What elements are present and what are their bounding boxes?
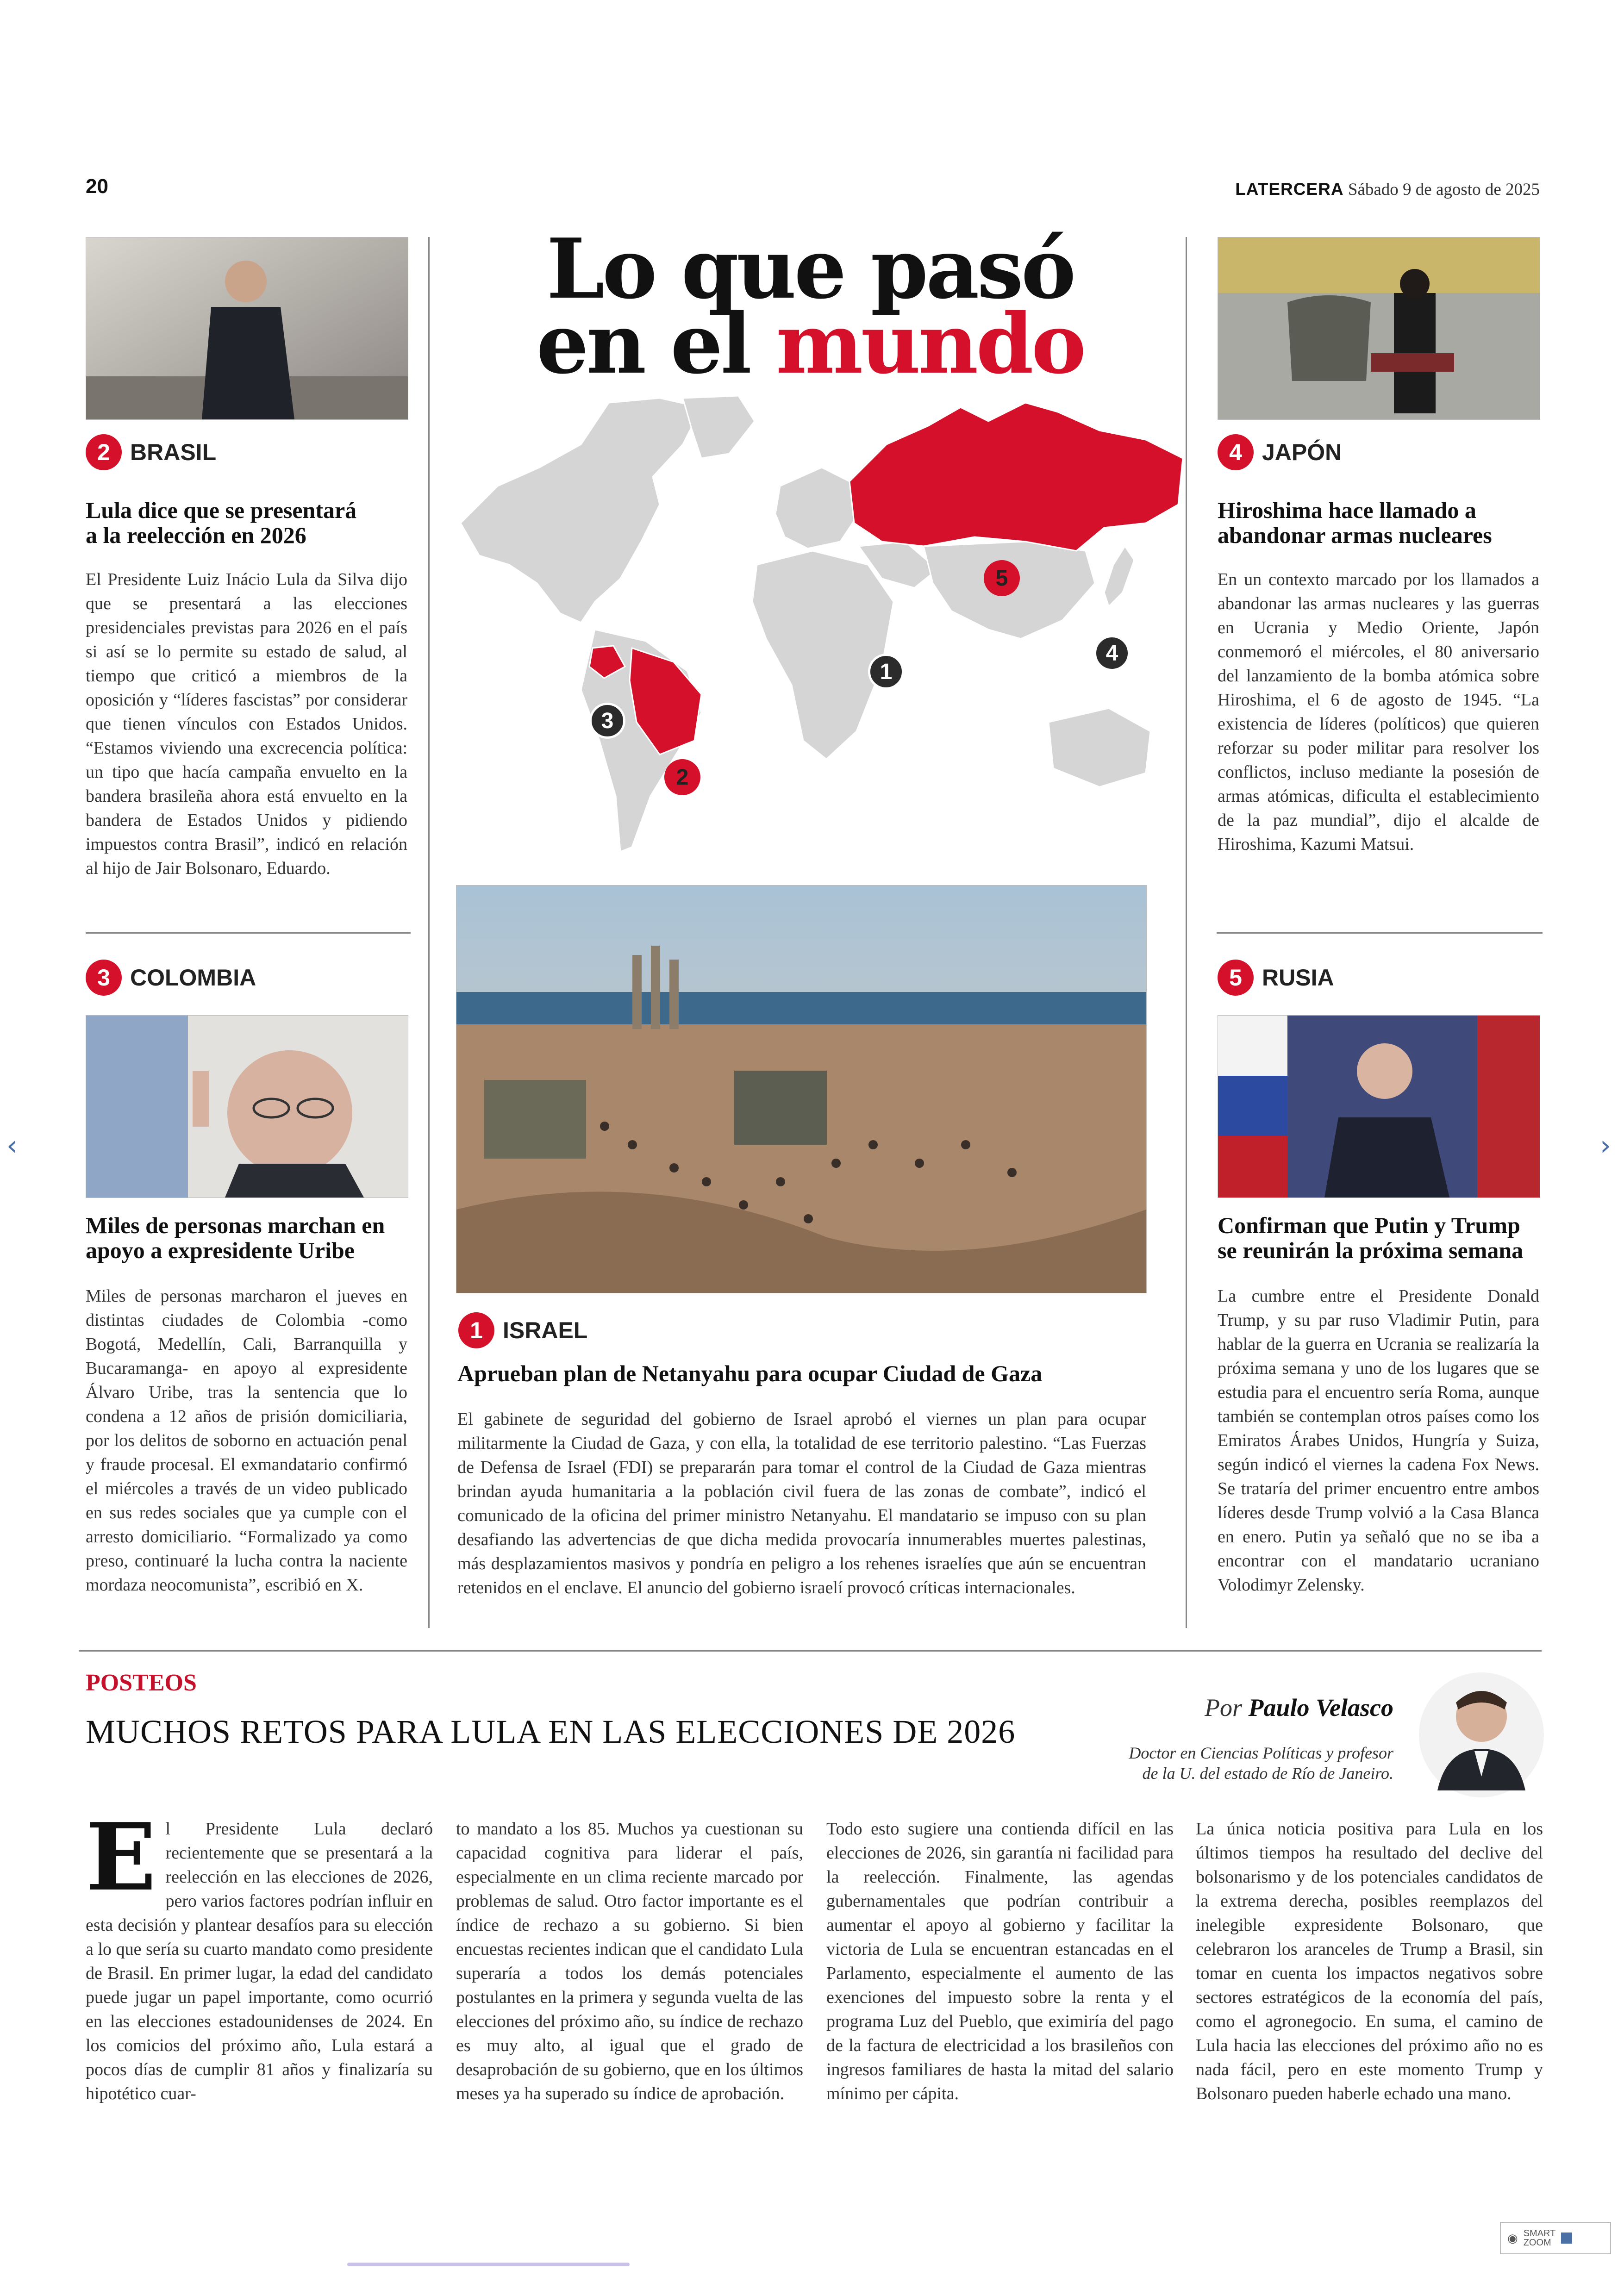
- page-title-line2: en el mundo: [536, 295, 1084, 392]
- photo-hiroshima: [1218, 237, 1540, 420]
- author-name: Paulo Velasco: [1248, 1694, 1393, 1721]
- section-brasil: [86, 434, 216, 470]
- brand-name: LATERCERA: [1235, 180, 1344, 199]
- headline-brasil[interactable]: Lula dice que se presentará a la reelección en 2026: [86, 497, 357, 548]
- eye-icon: ◉: [1507, 2231, 1518, 2245]
- story-number-badge: 5: [1218, 960, 1254, 996]
- section-rusia: [1218, 960, 1334, 996]
- map-pin-brasil[interactable]: 2: [664, 759, 700, 795]
- byline: Por Paulo Velasco: [1204, 1694, 1393, 1721]
- section-label: ISRAEL: [503, 1317, 588, 1343]
- body-japon: En un contexto marcado por los llamados a abandonar las armas nucleares y las guerras en Ucrania y Medio Oriente, Japón conmemoró el miércoles, el 80 aniversario del lanzamiento de la bomba atómica sobre Hiroshima, el 6 de agosto de 1945. “La existencia de líderes (políticos) que quieren reforzar su poder militar para resolver los conflictos, incluso mediante la posesión de armas atómicas, dificulta el establecimiento de la paz mundial”, dijo el alcalde de Hiroshima, Kazumi Matsui.: [1218, 570, 1539, 854]
- body-israel: El gabinete de seguridad del gobierno de Israel aprobó el viernes un plan para ocupar militarmente la Ciudad de Gaza, y con ella, la totalidad de ese territorio palestino. “Las Fuerzas de Defensa de Israel (FDI) se prepararán para tomar el control de la Ciudad de Gaza mientras brindan ayuda humanitaria a la población civil fuera de las zonas de combate”, indicó el comunicado de la oficina del primer ministro Netanyahu. El mandatario se impuso con su plan desafiando las advertencias de que dicha medida provocaría innumerables muertes palestinas, más desplazamientos masivos y pondría en peligro a los rehenes israelíes que aún se encuentran retenidos en el enclave. El anuncio del gobierno israelí provocó críticas internacionales.: [457, 1409, 1146, 1597]
- section-label: JAPÓN: [1262, 439, 1342, 465]
- posteos-column-1: El Presidente Lula declaró recientemente que se presentará a la reelección en las elecciones de 2026, pero varios factores podrían influir en esta decisión y plantear desafíos para su elección a lo que sería su cuarto mandato como presidente de Brasil. En primer lugar, la edad del candidato puede jugar un papel importante, como ocurrió en las elecciones estadounidenses de 2024. En los comicios del próximo año, Lula estará a pocos días de cumplir 81 años y finalizaría su hipotético cuar-: [86, 1803, 433, 2103]
- headline-colombia[interactable]: Miles de personas marchan en apoyo a expresidente Uribe: [86, 1212, 385, 1263]
- headline-rusia[interactable]: Confirman que Putin y Trump se reunirán la próxima semana: [1218, 1212, 1524, 1263]
- section-label: RUSIA: [1262, 965, 1334, 991]
- map-pin-colombia[interactable]: 3: [589, 703, 625, 739]
- prev-page-button[interactable]: ‹: [6, 1129, 18, 1162]
- map-pin-israel[interactable]: 1: [868, 654, 904, 690]
- photo-gaza: [456, 885, 1147, 1293]
- author-description: Doctor en Ciencias Políticas y profesor de la U. del estado de Río de Janeiro.: [1129, 1744, 1393, 1783]
- story-number-badge: 4: [1218, 434, 1254, 470]
- map-pin-rusia[interactable]: 5: [984, 560, 1020, 596]
- posteos-column-3: Todo esto sugiere una contienda difícil en las elecciones de 2026, sin garantía ni facilidad para la reelección. Finalmente, las agendas gubernamentales que podrían contribuir a aumentar el apoyo al gobierno y facilitar la victoria de Lula se encuentran estancadas en el Parlamento, especialmente el aumento de las exenciones del impuesto sobre la renta y el programa Luz del Pueblo, que eximiría del pago de la factura de electricidad a los brasileños con ingresos familiares de hasta la mitad del salario mínimo per cápita.: [826, 1819, 1174, 2103]
- section-japon: [1218, 434, 1342, 470]
- photo-putin: [1218, 1015, 1540, 1198]
- column-divider-left: [428, 237, 430, 1628]
- issue-date: Sábado 9 de agosto de 2025: [1348, 180, 1540, 199]
- map-pin-japon[interactable]: 4: [1094, 635, 1130, 671]
- headline-israel[interactable]: Aprueban plan de Netanyahu para ocupar Ciudad de Gaza: [457, 1360, 1043, 1386]
- section-label: COLOMBIA: [130, 965, 256, 991]
- page-title-line1: Lo que pasó: [546, 220, 1074, 317]
- posteos-label: POSTEOS: [86, 1670, 197, 1696]
- photo-uribe: [86, 1015, 408, 1198]
- photo-lula: [86, 237, 408, 420]
- headline-japon[interactable]: Hiroshima hace llamado a abandonar armas nucleares: [1218, 497, 1492, 548]
- divider-right-mid: [1217, 932, 1543, 934]
- page-number: 20: [86, 175, 108, 198]
- posteos-column-4: La única noticia positiva para Lula en los últimos tiempos ha resultado del declive del bolsonarismo y de los potenciales candidatos de la extrema derecha, posibles reemplazos del inelegible expresidente Bolsonaro, que celebraron los aranceles de Trump a Brasil, sin tomar en cuenta los impactos negativos sobre sectores estratégicos de la economía del país, como el agronegocio. En suma, el camino de Lula hacia las elecciones del próximo año no es nada fácil, pero en este momento Trump y Bolsonaro pueden haberle echado una mano.: [1196, 1819, 1543, 2103]
- author-avatar: [1419, 1670, 1544, 1800]
- body-rusia: La cumbre entre el Presidente Donald Trump, y su par ruso Vladimir Putin, para hablar de la guerra en Ucrania se realizaría la próxima semana y uno de los lugares que se estudia para el encuentro sería Roma, aunque también se contemplan otros países como los Emiratos Árabes Unidos, Hungría y Suiza, según indicó el viernes la cadena Fox News. Se trataría del primer encuentro entre ambos líderes desde Trump volvió a la Casa Blanca en enero. Putin ya señaló que no se iba a encontrar con el mandatario ucraniano Volodimyr Zelensky.: [1218, 1286, 1539, 1595]
- divider-left-mid: [86, 932, 411, 934]
- dropcap: E: [86, 1803, 156, 1912]
- story-number-badge: 2: [86, 434, 122, 470]
- body-colombia: Miles de personas marcharon el jueves en distintas ciudades de Colombia -como Bogotá, Medellín, Cali, Barranquilla y Bucaramanga- en apoyo al expresidente Álvaro Uribe, tras la sentencia que lo condena a 12 años de prisión domiciliaria, por los delitos de soborno en actuación penal y fraude procesal. El exmandatario confirmó el miércoles a través de un video publicado en sus redes sociales que ya cumple con el arresto domiciliario. “Formalizado ya como preso, continuaré la lucha contra la naciente mordaza neocomunista”, escribió en X.: [86, 1286, 407, 1595]
- story-number-badge: 3: [86, 960, 122, 996]
- page-title: [444, 220, 1176, 392]
- smart-zoom-label: SMART ZOOM: [1523, 2228, 1556, 2248]
- page-title-highlight: mundo: [776, 295, 1084, 392]
- page-scroll-indicator[interactable]: [347, 2263, 630, 2266]
- smart-zoom-button[interactable]: [1500, 2222, 1611, 2254]
- section-colombia: [86, 960, 256, 996]
- posteos-divider: [79, 1650, 1542, 1652]
- posteos-headline[interactable]: MUCHOS RETOS PARA LULA EN LAS ELECCIONES DE 2026: [86, 1713, 1016, 1750]
- world-map-graphic: [442, 389, 1183, 879]
- column-divider-right: [1186, 237, 1187, 1628]
- world-map: [442, 389, 1183, 879]
- section-label: BRASIL: [130, 439, 217, 465]
- posteos-column-2: to mandato a los 85. Muchos ya cuestionan su capacidad cognitiva para liderar el país, especialmente en un clima reciente marcado por problemas de salud. Otro factor importante es el índice de rechazo a su gobierno. Si bien encuestas recientes indican que el candidato Lula superaría a todos los demás potenciales postulantes en la primera y segunda vuelta de las elecciones del próximo año, su índice de rechazo es muy alto, al igual que el grado de desaprobación de su gobierno, que en los últimos meses ya ha superado su índice de aprobación.: [456, 1819, 803, 2103]
- story-number-badge: 1: [458, 1312, 494, 1348]
- zoom-toggle-icon: [1561, 2233, 1572, 2244]
- masthead: [1235, 180, 1540, 200]
- next-page-button[interactable]: ›: [1600, 1129, 1611, 1162]
- section-israel: [458, 1312, 587, 1348]
- body-brasil: El Presidente Luiz Inácio Lula da Silva dijo que se presentará a las elecciones presidenciales previstas para 2026 en el país si así se lo permite su estado de salud, al tiempo que criticó a miembros de la oposición y “líderes fascistas” por considerar que tienen vínculos con Estados Unidos. “Estamos viviendo una excrecencia política: un tipo que hacía campaña envuelto en la bandera brasileña ahora está envuelto en la bandera de Estados Unidos y pidiendo impuestos contra Brasil”, indicó en relación al hijo de Jair Bolsonaro, Eduardo.: [86, 570, 407, 878]
